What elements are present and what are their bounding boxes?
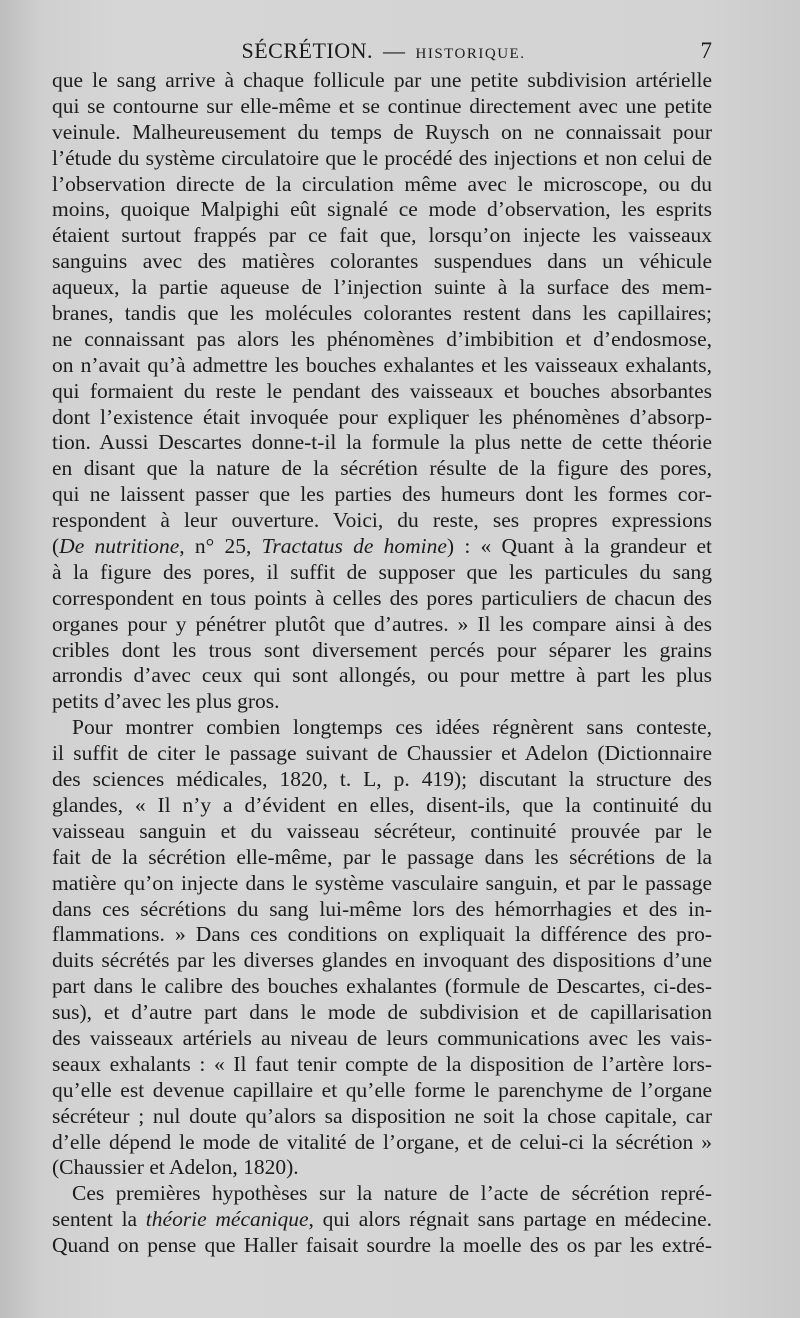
italic-text: théorie mécanique	[145, 1207, 309, 1232]
text-segment: qui formaient du reste le pendant des vaisseaux et bouches absorbantes	[52, 378, 712, 403]
text-segment: dans ces sécrétions du sang lui-même lors des hémorrhagies et des in-	[52, 896, 712, 921]
text-segment: (	[52, 534, 60, 559]
text-segment: arrondis d’avec ceux qui sont allongés, ou pour mettre à part les plus	[52, 663, 712, 688]
running-title	[55, 38, 712, 64]
text-line	[52, 275, 712, 301]
text-line	[52, 612, 712, 638]
text-segment: flammations. » Dans ces conditions on expliquait la différence des pro-	[52, 922, 712, 947]
section-title: SÉCRÉTION.	[241, 38, 373, 63]
text-segment: respondent à leur ouverture. Voici, du reste, ses propres expressions	[52, 508, 712, 533]
text-line	[52, 1233, 712, 1259]
text-line	[52, 715, 712, 741]
text-line	[52, 1155, 712, 1181]
text-line	[52, 948, 712, 974]
text-line	[52, 456, 712, 482]
text-segment: duits sécrétés par les diverses glandes en invoquant des dispositions d’une	[52, 948, 712, 973]
text-line	[52, 638, 712, 664]
text-line	[52, 1052, 712, 1078]
text-segment: que le sang arrive à chaque follicule par une petite subdivision artérielle	[52, 68, 712, 92]
text-line	[52, 120, 712, 146]
text-line	[52, 1026, 712, 1052]
text-segment: l’observation directe de la circulation même avec le microscope, ou du	[52, 171, 712, 196]
text-segment: d’elle dépend le mode de vitalité de l’organe, et de celui-ci la sécrétion »	[52, 1129, 712, 1154]
text-segment: Ces premières hypothèses sur la nature de l’acte de sécrétion repré-	[72, 1181, 712, 1206]
text-line	[52, 223, 712, 249]
text-line	[52, 767, 712, 793]
text-line	[52, 327, 712, 353]
page-number: 7	[700, 38, 712, 63]
text-line	[52, 689, 712, 715]
text-segment: petits d’avec les plus gros.	[52, 689, 280, 714]
text-segment: à la figure des pores, il suffit de supposer que les particules du sang	[52, 559, 712, 584]
text-line	[52, 586, 712, 612]
text-segment: vaisseau sanguin et du vaisseau sécréteur, continuité prouvée par le	[52, 818, 712, 843]
text-segment: étaient surtout frappés par ce fait que, lorsqu’on injecte les vaisseaux	[52, 223, 712, 248]
text-line	[52, 845, 712, 871]
text-segment: qu’elle est devenue capillaire et qu’elle forme le parenchyme de l’organe	[52, 1077, 712, 1102]
running-header	[55, 38, 712, 68]
text-line	[52, 146, 712, 172]
text-segment: branes, tandis que les molécules colorantes restent dans les capillaires;	[52, 301, 712, 326]
text-segment: (Chaussier et Adelon, 1820).	[52, 1155, 299, 1180]
text-segment: glandes, « Il n’y a d’évident en elles, disent-ils, que la continuité du	[52, 792, 712, 817]
text-line	[52, 1000, 712, 1026]
body-text	[52, 68, 712, 1259]
title-dash: —	[383, 38, 406, 63]
text-line	[52, 741, 712, 767]
text-line	[52, 974, 712, 1000]
text-segment: veinule. Malheureusement du temps de Ruysch on ne connaissait pour	[52, 119, 712, 144]
text-segment: cribles dont les trous sont diversement percés pour séparer les grains	[52, 637, 712, 662]
text-line	[52, 1078, 712, 1104]
text-segment: Quand on pense que Haller faisait sourdre la moelle des os par les extré-	[52, 1233, 712, 1258]
text-segment: sécréteur ; nul doute qu’alors sa disposition ne soit la chose capitale, car	[52, 1103, 712, 1128]
text-line	[52, 1207, 712, 1233]
text-segment: tion. Aussi Descartes donne-t-il la formule la plus nette de cette théorie	[52, 430, 712, 455]
text-segment: seaux exhalants : « Il faut tenir compte de la disposition de l’artère lors-	[52, 1051, 712, 1076]
text-segment: moins, quoique Malpighi eût signalé ce mode d’observation, les esprits	[52, 197, 712, 222]
text-segment: en disant que la nature de la sécrétion résulte de la figure des pores,	[52, 456, 712, 481]
text-segment: qui ne laissent passer que les parties des humeurs dont les formes cor-	[52, 482, 712, 507]
text-segment: sentent la	[52, 1207, 146, 1232]
text-line	[52, 663, 712, 689]
section-subtitle: HISTORIQUE.	[415, 46, 526, 62]
text-segment: , n° 25,	[179, 534, 262, 559]
text-segment: correspondent en tous points à celles des pores particuliers de chacun des	[52, 585, 712, 610]
text-segment: , qui alors régnait sans partage en médecine.	[308, 1207, 712, 1232]
text-line	[52, 353, 712, 379]
text-line	[52, 922, 712, 948]
text-line	[52, 430, 712, 456]
text-line	[52, 508, 712, 534]
text-segment: sus), et d’autre part dans le mode de subdivision et de capillarisation	[52, 1000, 712, 1025]
italic-text: De nutritione	[59, 534, 180, 559]
text-line	[52, 405, 712, 431]
text-line	[52, 1104, 712, 1130]
text-line	[52, 819, 712, 845]
text-line	[52, 897, 712, 923]
text-segment: Pour montrer combien longtemps ces idées régnèrent sans conteste,	[72, 715, 712, 740]
italic-text: Tractatus de homine	[261, 534, 447, 559]
text-line	[52, 249, 712, 275]
text-line	[52, 94, 712, 120]
text-segment: on n’avait qu’à admettre les bouches exhalantes et les vaisseaux exhalants,	[52, 352, 712, 377]
text-line	[52, 534, 712, 560]
text-line	[52, 793, 712, 819]
text-segment: qui se contourne sur elle-même et se continue directement avec une petite	[52, 93, 712, 118]
text-line	[52, 197, 712, 223]
text-line	[52, 1181, 712, 1207]
text-segment: dont l’existence était invoquée pour expliquer les phénomènes d’absorp-	[52, 404, 712, 429]
text-line	[52, 871, 712, 897]
text-segment: ) : « Quant à la grandeur et	[446, 534, 712, 559]
text-line	[52, 68, 712, 94]
text-segment: ne connaissant pas alors les phénomènes d’imbibition et d’endosmose,	[52, 326, 712, 351]
text-segment: organes pour y pénétrer plutôt que d’autres. » Il les compare ainsi à des	[52, 611, 712, 636]
text-line	[52, 1130, 712, 1156]
text-line	[52, 301, 712, 327]
text-segment: l’étude du système circulatoire que le procédé des injections et non celui de	[52, 145, 712, 170]
text-segment: des vaisseaux artériels au niveau de leurs communications avec les vais-	[52, 1025, 712, 1050]
text-segment: il suffit de citer le passage suivant de Chaussier et Adelon (Dictionnaire	[52, 741, 712, 766]
text-line	[52, 172, 712, 198]
text-line	[52, 379, 712, 405]
text-segment: aqueux, la partie aqueuse de l’injection suinte à la surface des mem-	[52, 275, 712, 300]
text-line	[52, 482, 712, 508]
text-line	[52, 560, 712, 586]
text-segment: fait de la sécrétion elle-même, par le passage dans les sécrétions de la	[52, 844, 712, 869]
text-segment: part dans le calibre des bouches exhalantes (formule de Descartes, ci-des-	[52, 974, 712, 999]
text-segment: des sciences médicales, 1820, t. L, p. 419); discutant la structure des	[52, 767, 712, 792]
text-segment: matière qu’on injecte dans le système vasculaire sanguin, et par le passage	[52, 870, 712, 895]
text-segment: sanguins avec des matières colorantes suspendues dans un véhicule	[52, 249, 712, 274]
